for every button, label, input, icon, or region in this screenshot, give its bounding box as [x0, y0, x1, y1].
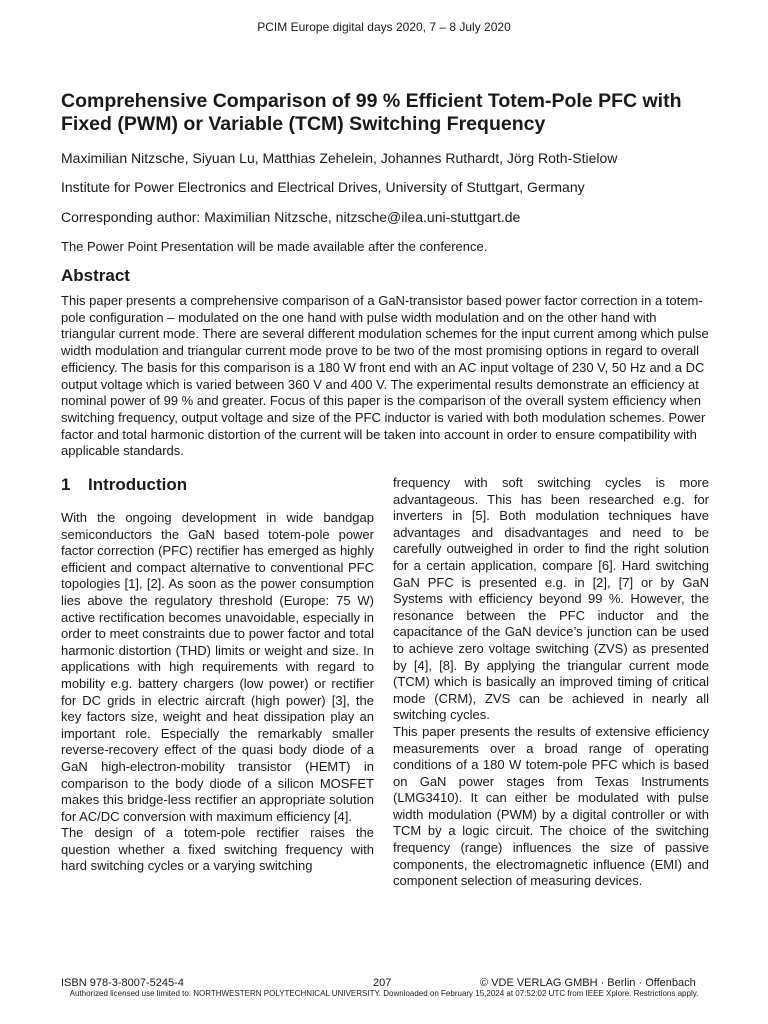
license-notice: Authorized licensed use limited to: NORTHWESTERN POLYTECHNICAL UNIVERSITY. Downloaded on February 15,2024 at 07:52:02 UTC from IEEE Xplore. Restrictions apply.: [69, 989, 699, 998]
footer-page-number: 207: [373, 977, 392, 989]
section-heading-introduction: [61, 475, 187, 495]
left-column: [61, 510, 374, 875]
paper-title: Comprehensive Comparison of 99 % Efficient Totem-Pole PFC with Fixed (PWM) or Variable (TCM) Switching Frequency: [61, 90, 682, 135]
paragraph: This paper presents the results of extensive efficiency measurements over a broad range of operating conditions of a 180 W totem-pole PFC which is based on GaN power stages from Texas Instruments (LMG3410). It can either be modulated with pulse width modulation (PWM) by a digital controller or with TCM by a logic circuit. The choice of the switching frequency (range) influences the size of passive components, the electromagnetic influence (EMI) and component selection of measuring devices.: [393, 723, 709, 889]
footer-publisher: © VDE VERLAG GMBH · Berlin · Offenbach: [480, 977, 696, 989]
affiliation: Institute for Power Electronics and Electrical Drives, University of Stuttgart, Germany: [61, 179, 585, 195]
paragraph: The design of a totem-pole rectifier raises the question whether a fixed switching frequency with hard switching cycles or a varying switching: [61, 825, 374, 874]
paragraph: frequency with soft switching cycles is more advantageous. This has been researched e.g. for inverters in [5]. Both modulation techniques have advantages and disadvantages and need to be carefully outweighed in order to find the right solution for a certain application, compare [6]. Hard switching GaN PFC is presented e.g. in [2], [7] or by GaN Systems with efficiency beyond 99 %. However, the resonance between the PFC inductor and the capacitance of the GaN device’s junction can be used to achieve zero voltage switching (ZVS) as presented by [4], [8]. By applying the triangular current mode (TCM) which is basically an improved timing of critical mode (CRM), ZVS can be achieved in nearly all switching cycles.: [393, 475, 709, 723]
abstract-text: This paper presents a comprehensive comparison of a GaN-transistor based power factor correction in a totem-pole configuration – modulated on the one hand with pulse width modulation and on the other hand with triangular current mode. There are several different modulation schemes for the input current among which pulse width modulation and triangular current mode prove to be two of the most promising options in regard to overall efficiency. The basis for this comparison is a 180 W front end with an AC input voltage of 230 V, 50 Hz and a DC output voltage which is varied between 360 V and 400 V. The experimental results demonstrate an efficiency at nominal power of 99 % and greater. Focus of this paper is the comparison of the overall system efficiency when switching frequency, output voltage and size of the PFC inductor is varied with both modulation schemes. Power factor and total harmonic distortion of the current will be taken into account in order to ensure compatibility with applicable standards.: [61, 293, 709, 459]
conference-header: PCIM Europe digital days 2020, 7 – 8 July 2020: [257, 20, 511, 34]
presentation-note: The Power Point Presentation will be made available after the conference.: [61, 239, 488, 254]
abstract-heading: Abstract: [61, 266, 130, 285]
paragraph: With the ongoing development in wide bandgap semiconductors the GaN based totem-pole power factor correction (PFC) rectifier has emerged as highly efficient and compact alternative to conventional PFC topologies [1], [2]. As soon as the power consumption lies above the regulatory threshold (Europe: 75 W) active rectification becomes unavoidable, especially in order to meet constraints due to power factor and total harmonic distortion (THD) limits or weight and size. In applications with high requirements with regard to mobility e.g. battery chargers (low power) or rectifier for DC grids in electric aircraft (high power) [3], the key factors size, weight and heat dissipation play an important role. Especially the remarkably smaller reverse-recovery effect of the quasi body diode of a GaN high-electron-mobility transistor (HEMT) in comparison to the body diode of a silicon MOSFET makes this bridge-less rectifier an appropriate solution for AC/DC conversion with maximum efficiency [4].: [61, 510, 374, 824]
right-column: [393, 475, 709, 890]
footer-isbn: ISBN 978-3-8007-5245-4: [61, 977, 184, 989]
corresponding-author: Corresponding author: Maximilian Nitzsche, nitzsche@ilea.uni-stuttgart.de: [61, 209, 521, 225]
section-number: 1: [61, 475, 71, 494]
section-title: Introduction: [88, 475, 188, 494]
author-list: Maximilian Nitzsche, Siyuan Lu, Matthias Zehelein, Johannes Ruthardt, Jörg Roth-Stielow: [61, 150, 618, 166]
